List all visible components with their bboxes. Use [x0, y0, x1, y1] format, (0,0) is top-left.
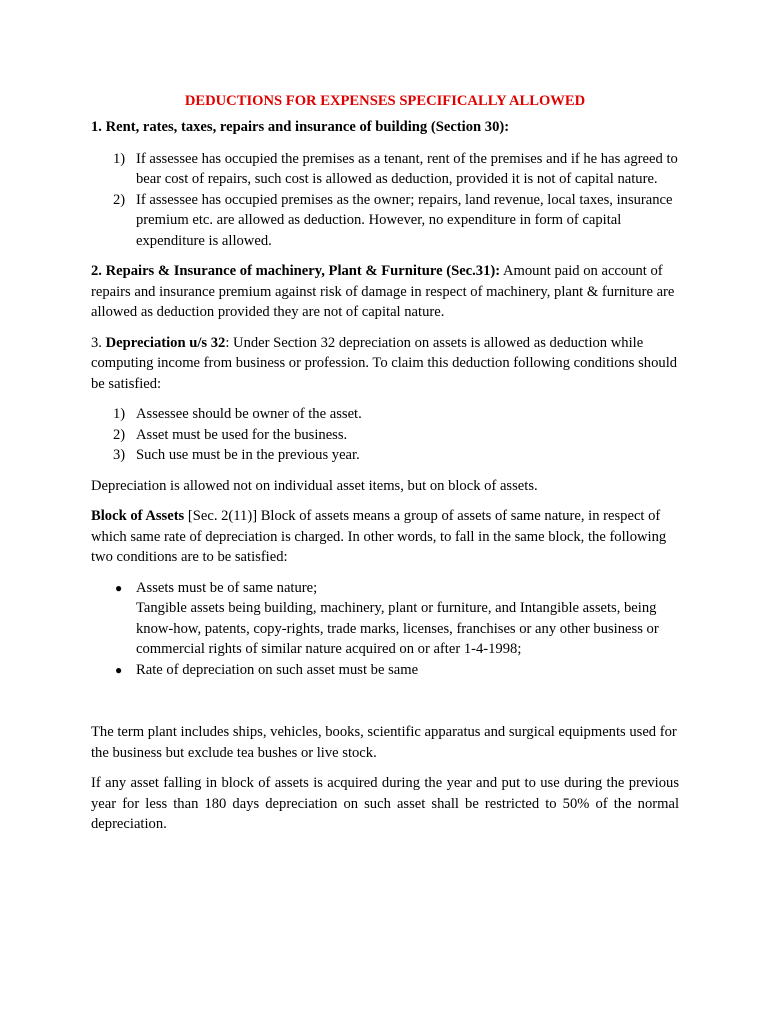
section2-text: Amount paid on account of repairs and insurance premium against risk of damage in respect of machinery, plant & furniture are allowed as deduction provided they are not of capital nature. — [91, 263, 675, 320]
section2-paragraph — [91, 261, 679, 323]
list-item — [91, 425, 679, 446]
section3-text: : Under Section 32 depreciation on assets is allowed as deduction while computing income from business or profession. To claim this deduction following conditions should be satisfied: — [91, 334, 678, 392]
list-item — [91, 404, 679, 425]
bullet-item — [91, 578, 679, 660]
bullet-line1: Assets must be of same nature; — [136, 579, 318, 596]
plant-paragraph: The term plant includes ships, vehicles, books, scientific apparatus and surgical equipments used for the business but exclude tea bushes or live stock. — [91, 724, 677, 761]
list-number: 1) — [113, 406, 126, 422]
list-item — [91, 190, 679, 252]
block-of-assets-paragraph — [91, 506, 679, 568]
document-page — [91, 91, 679, 845]
depreciation-note: Depreciation is allowed not on individual asset items, but on block of assets. — [91, 477, 538, 494]
list-number: 1) — [113, 150, 126, 167]
section1-heading: 1. Rent, rates, taxes, repairs and insurance of building (Section 30): — [91, 119, 510, 135]
block-of-assets-heading: Block of Assets — [91, 508, 185, 524]
section3-prefix: 3. — [91, 334, 106, 351]
block-of-assets-text: [Sec. 2(11)] Block of assets means a group of assets of same nature, in respect of which same rate of depreciation is charged. In other words, to fall in the same block, the following two conditions are to be satisfied: — [91, 508, 667, 565]
list-item — [91, 445, 679, 466]
bullet-icon: ● — [115, 662, 123, 677]
bullet-item — [91, 660, 679, 681]
list-text: If assessee has occupied premises as the owner; repairs, land revenue, local taxes, insurance premium etc. are allowed as deduction. However, no expenditure in form of capital expenditure is allowed. — [136, 191, 673, 249]
section3-paragraph — [91, 333, 679, 395]
section1-list — [91, 149, 679, 252]
bullet-icon: ● — [115, 580, 123, 595]
list-number: 2) — [113, 426, 126, 443]
list-number: 3) — [113, 447, 126, 463]
document-title: DEDUCTIONS FOR EXPENSES SPECIFICALLY ALLOWED — [184, 93, 586, 109]
list-text: If assessee has occupied the premises as a tenant, rent of the premises and if he has agreed to bear cost of repairs, such cost is allowed as deduction, provided it is not of capital nature. — [136, 150, 678, 187]
list-text: Assessee should be owner of the asset. — [136, 406, 362, 422]
spacer — [91, 680, 679, 722]
list-item — [91, 149, 679, 190]
list-text: Asset must be used for the business. — [136, 426, 348, 443]
list-text: Such use must be in the previous year. — [136, 447, 360, 463]
block-of-assets-bullets — [91, 578, 679, 681]
section2-heading: 2. Repairs & Insurance of machinery, Plant & Furniture (Sec.31): — [91, 263, 501, 279]
bullet-line2: Tangible assets being building, machinery, plant or furniture, and Intangible assets, being know-how, patents, copy-rights, trade marks, licenses, franchises or any other business or commercial rights of similar nature acquired on or after 1-4-1998; — [136, 600, 659, 657]
bullet-line1: Rate of depreciation on such asset must be same — [136, 661, 419, 678]
list-number: 2) — [113, 191, 126, 208]
section3-list — [91, 404, 679, 466]
section3-heading: Depreciation u/s 32 — [105, 334, 226, 351]
last-paragraph: If any asset falling in block of assets is acquired during the year and put to use during the previous year for less than 180 days depreciation on such asset shall be restricted to 50% of the normal depreciation. — [91, 775, 679, 832]
